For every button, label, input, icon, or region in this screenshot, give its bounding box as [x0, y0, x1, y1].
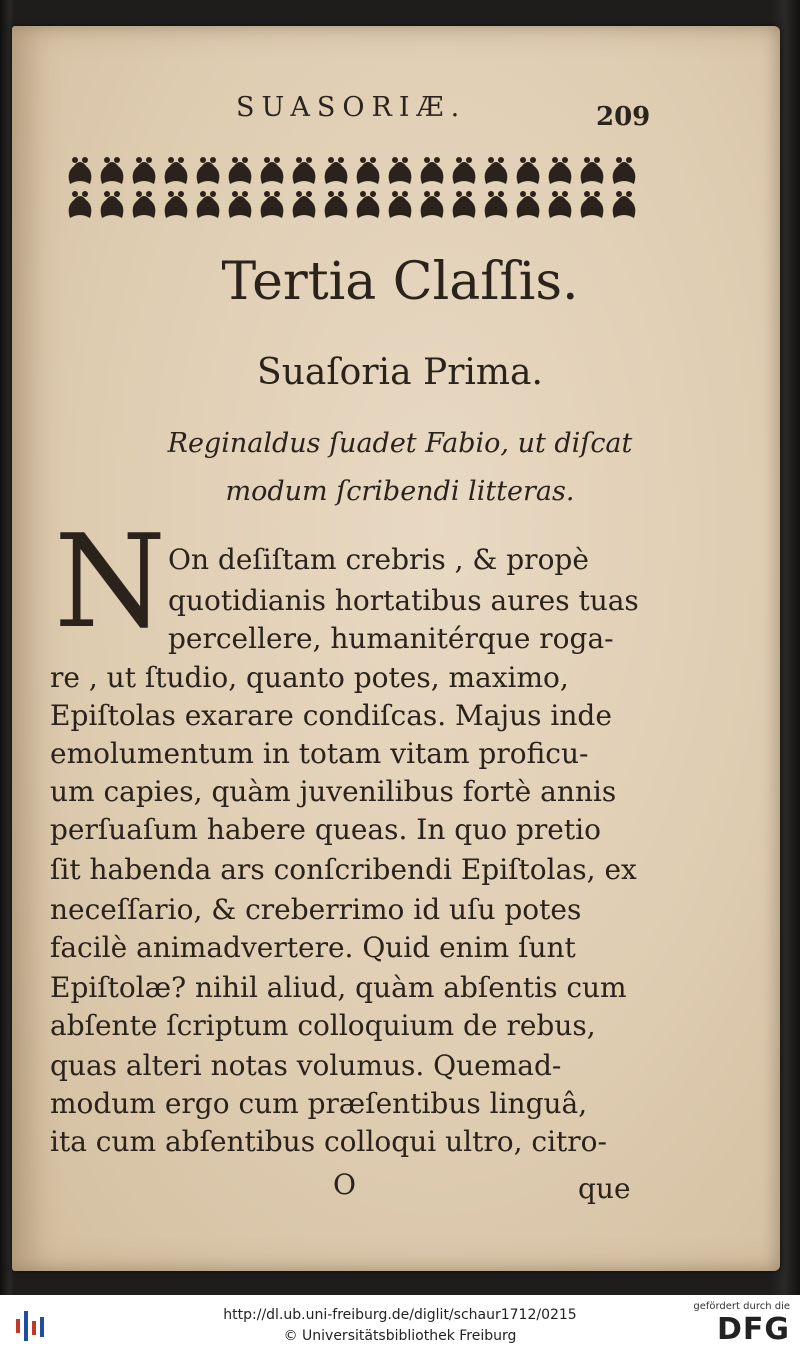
body-line: quas alteri notas volumus. Quemad- — [50, 1049, 562, 1082]
section-title: Tertia Claſſis. — [221, 252, 579, 312]
catchword: que — [578, 1172, 631, 1205]
fleuron-ornament — [517, 157, 540, 184]
fleuron-ornament — [453, 191, 476, 218]
dfg-logo: DFG — [716, 1312, 790, 1347]
fleuron-ornament — [133, 157, 156, 184]
page-number: 209 — [596, 102, 651, 132]
fleuron-ornament — [293, 157, 316, 184]
body-line: modum ergo cum præſentibus linguâ, — [50, 1087, 588, 1120]
body-line: emolumentum in totam vitam proficu- — [50, 737, 589, 770]
fleuron-ornament — [69, 157, 92, 184]
fleuron-ornament — [389, 191, 412, 218]
fleuron-ornament — [549, 191, 572, 218]
body-line: perſuaſum habere queas. In quo pretio — [50, 813, 601, 846]
body-line: percellere, humanitérque roga- — [168, 622, 614, 655]
fleuron-ornament — [229, 191, 252, 218]
fleuron-ornament — [325, 191, 348, 218]
section-subtitle: Suaſoria Prima. — [257, 352, 543, 393]
argument-line: modum ſcribendi litteras. — [225, 476, 575, 507]
body-line: neceſſario, & creberrimo id uſu potes — [50, 893, 582, 926]
running-head: SUASORIÆ. — [236, 92, 467, 123]
fleuron-ornament — [581, 157, 604, 184]
body-line: ita cum abſentibus colloqui ultro, citro- — [50, 1125, 607, 1158]
fleuron-ornament — [613, 157, 636, 184]
permalink-link[interactable]: http://dl.ub.uni-freiburg.de/diglit/schaur1712/0215 — [223, 1307, 577, 1323]
fleuron-ornament — [549, 157, 572, 184]
fleuron-ornament — [101, 191, 124, 218]
fleuron-ornament — [197, 157, 220, 184]
fleuron-ornament — [613, 191, 636, 218]
fleuron-ornament — [197, 191, 220, 218]
fleuron-ornament — [69, 191, 92, 218]
argument-line: Reginaldus ſuadet Fabio, ut diſcat — [167, 428, 633, 459]
fleuron-ornament — [229, 157, 252, 184]
copyright-notice: © Universitätsbibliothek Freiburg — [283, 1328, 517, 1344]
fleuron-ornament — [581, 191, 604, 218]
viewer-footer — [0, 1295, 800, 1353]
fleuron-ornament — [485, 157, 508, 184]
funder-label: gefördert durch die — [693, 1301, 790, 1312]
fleuron-ornament — [453, 157, 476, 184]
ornament-row-bottom — [69, 191, 636, 218]
fleuron-ornament — [517, 191, 540, 218]
fleuron-ornament — [389, 157, 412, 184]
fleuron-ornament — [165, 191, 188, 218]
fleuron-ornament — [261, 191, 284, 218]
body-line: On deſiſtam crebris , & propè — [168, 543, 589, 576]
body-line: Epiſtolas exarare condiſcas. Majus inde — [50, 699, 612, 732]
body-line: Epiſtolæ? nihil aliud, quàm abſentis cum — [50, 971, 627, 1004]
fleuron-ornament — [325, 157, 348, 184]
fleuron-ornament — [357, 157, 380, 184]
body-line: abſente ſcriptum colloquium de rebus, — [50, 1009, 596, 1042]
body-line: quotidianis hortatibus aures tuas — [168, 584, 639, 617]
fleuron-ornament — [485, 191, 508, 218]
fleuron-ornament — [165, 157, 188, 184]
printers-ornament-band — [64, 152, 640, 226]
fleuron-ornament — [261, 157, 284, 184]
fleuron-ornament — [421, 191, 444, 218]
fleuron-ornament — [357, 191, 380, 218]
fleuron-ornament — [293, 191, 316, 218]
ornament-row-top — [69, 157, 636, 184]
fleuron-ornament — [133, 191, 156, 218]
fleuron-ornament — [101, 157, 124, 184]
signature-mark: O — [333, 1168, 356, 1201]
fleuron-ornament — [421, 157, 444, 184]
body-line: facilè animadvertere. Quid enim ſunt — [50, 931, 576, 964]
argument-heading — [60, 420, 740, 516]
body-line: re , ut ſtudio, quanto potes, maximo, — [50, 661, 569, 694]
drop-cap: N — [54, 508, 166, 657]
body-line: ſit habenda ars conſcribendi Epiſtolas, ex — [50, 853, 637, 886]
body-line: um capies, quàm juvenilibus fortè annis — [50, 775, 617, 808]
